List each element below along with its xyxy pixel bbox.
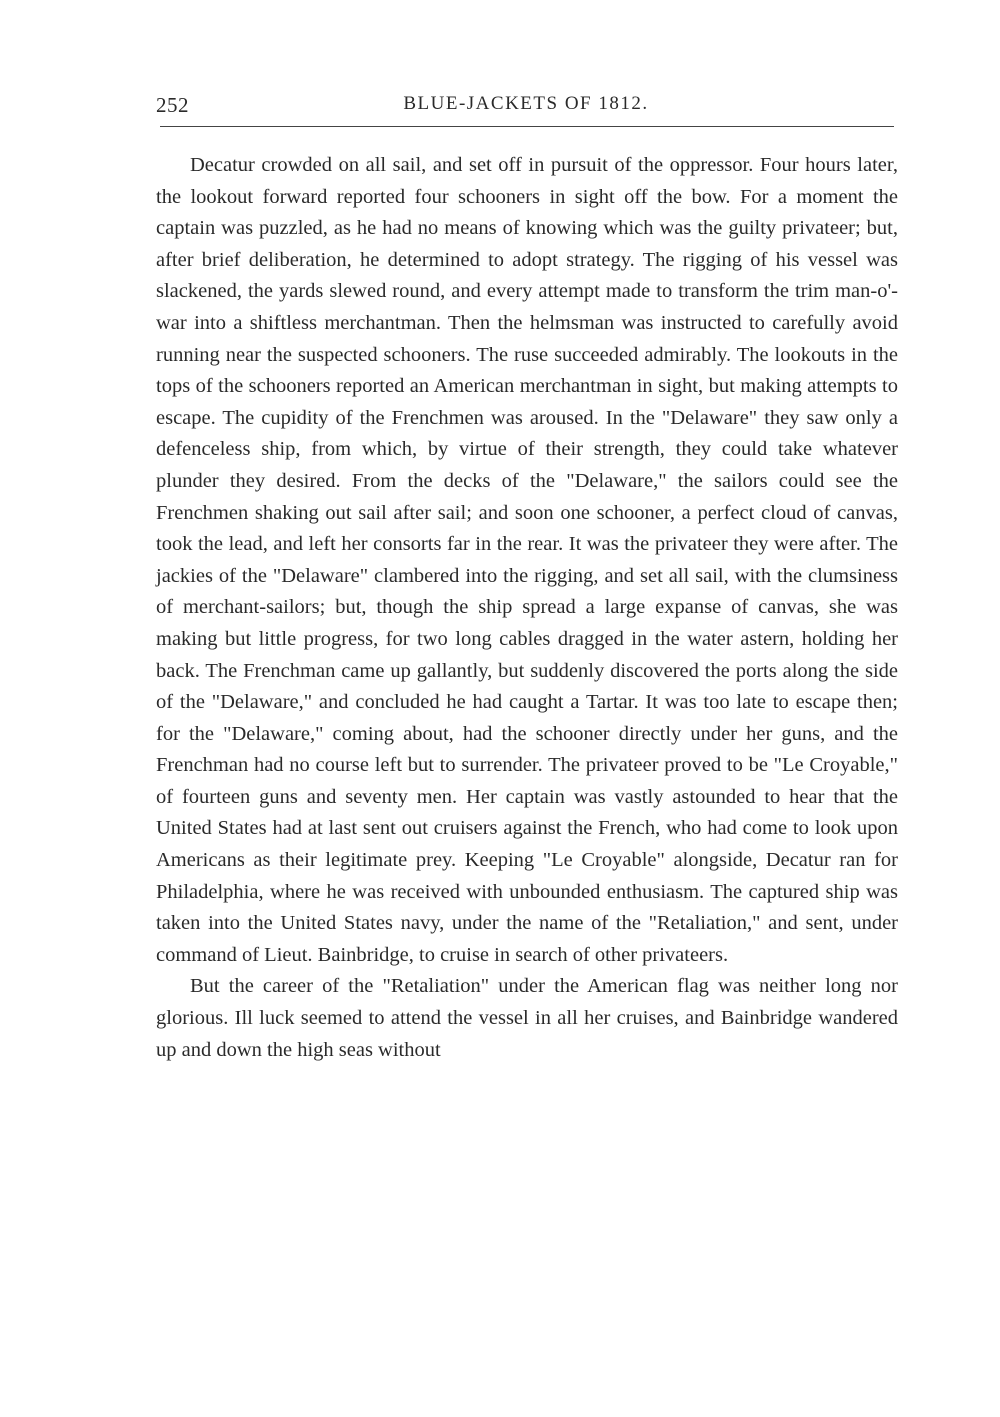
paragraph: Decatur crowded on all sail, and set off in pursuit of the oppressor. Four hours later, the lookout forward reported four schooners in sight off the bow. For a moment the captain was puzzled, as he had no means of knowing which was the guilty privateer; but, after brief deliberation, he determined to adopt strategy. The rigging of his vessel was slackened, the yards slewed round, and every attempt made to transform the trim man-o'-war into a shiftless merchantman. Then the helmsman was instructed to carefully avoid running near the suspected schooners. The ruse succeeded admirably. The lookouts in the tops of the schooners reported an American merchantman in sight, but making attempts to escape. The cupidity of the Frenchmen was aroused. In the "Delaware" they saw only a defenceless ship, from which, by virtue of their strength, they could take whatever plunder they desired. From the decks of the "Delaware," the sailors could see the Frenchmen shaking out sail after sail; and soon one schooner, a perfect cloud of canvas, took the lead, and left her consorts far in the rear. It was the privateer they were after. The jackies of the "Delaware" clambered into the rigging, and set all sail, with the clumsiness of merchant-sailors; but, though the ship spread a large expanse of canvas, she was making but little progress, for two long cables dragged in the water astern, holding her back. The Frenchman came up gallantly, but suddenly discovered the ports along the side of the "Delaware," and concluded he had caught a Tartar. It was too late to escape then; for the "Delaware," coming about, had the schooner directly under her guns, and the Frenchman had no course left but to surrender. The privateer proved to be "Le Croyable," of fourteen guns and seventy men. Her captain was vastly astounded to hear that the United States had at last sent out cruisers against the French, who had come to look upon Americans as their legitimate prey. Keeping "Le Croyable" alongside, Decatur ran for Philadelphia, where he was received with unbounded enthusiasm. The captured ship was taken into the United States navy, under the name of the "Retaliation," and sent, under command of Lieut. Bainbridge, to cruise in search of other privateers. <box>156 154 898 966</box>
body-text <box>156 150 898 1066</box>
header-rule <box>160 126 894 127</box>
page-number: 252 <box>156 93 189 117</box>
running-title: BLUE-JACKETS OF 1812. <box>403 93 649 114</box>
paragraph: But the career of the "Retaliation" under the American flag was neither long nor glorious. Ill luck seemed to attend the vessel in all her cruises, and Bainbridge wandered up and down the high seas without <box>156 975 898 1061</box>
page-header <box>156 93 896 123</box>
